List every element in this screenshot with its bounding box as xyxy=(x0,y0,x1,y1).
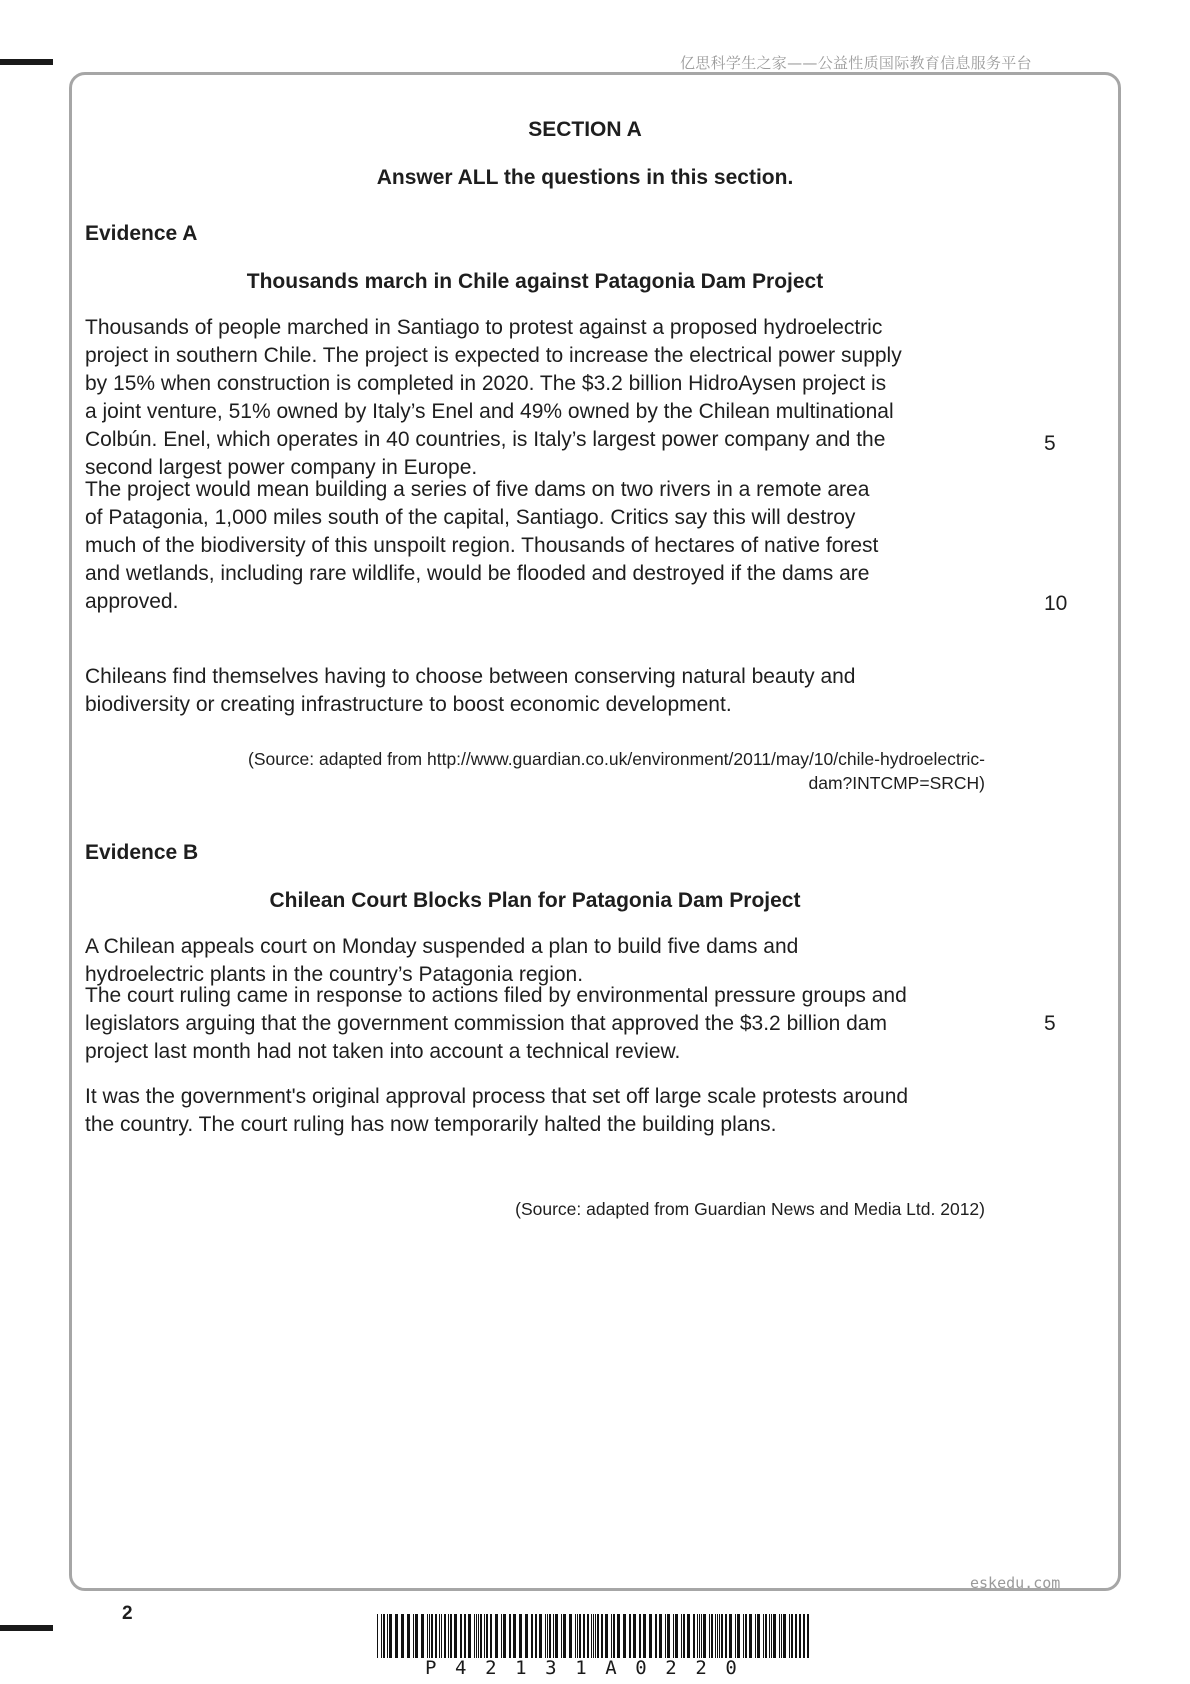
evidence-b-paragraph-3 xyxy=(85,1083,1000,1139)
bottom-crop-mark xyxy=(0,1625,53,1631)
text-line: by 15% when construction is completed in 2020. The $3.2 billion HidroAysen project is xyxy=(85,372,887,395)
text-line: The court ruling came in response to actions filed by environmental pressure groups and xyxy=(85,984,907,1007)
text-line: legislators arguing that the government commission that approved the $3.2 billion dam xyxy=(85,1012,887,1035)
evidence-b-source: (Source: adapted from Guardian News and Media Ltd. 2012) xyxy=(515,1199,985,1219)
evidence-a-source xyxy=(85,747,985,795)
text-line: Colbún. Enel, which operates in 40 countries, is Italy’s largest power company and the xyxy=(85,428,886,451)
text-line: of Patagonia, 1,000 miles south of the capital, Santiago. Critics say this will destroy xyxy=(85,506,856,529)
line-number: 5 xyxy=(1044,1012,1056,1035)
top-crop-mark xyxy=(0,59,53,65)
text-line: project last month had not taken into account a technical review. xyxy=(85,1040,681,1063)
evidence-a-label: Evidence A xyxy=(85,222,198,245)
page-number: 2 xyxy=(122,1603,133,1624)
barcode-text: P42131A0220 xyxy=(425,1657,756,1679)
section-title: SECTION A xyxy=(528,118,642,141)
section-instruction: Answer ALL the questions in this section. xyxy=(376,166,794,189)
text-line: second largest power company in Europe. xyxy=(85,456,478,479)
barcode xyxy=(377,1614,810,1658)
text-line: approved. xyxy=(85,590,179,613)
text-line: much of the biodiversity of this unspoilt region. Thousands of hectares of native forest xyxy=(85,534,879,557)
text-line: a joint venture, 51% owned by Italy’s Enel and 49% owned by the Chilean multinational xyxy=(85,400,894,423)
evidence-b-label: Evidence B xyxy=(85,841,199,864)
evidence-a-paragraph-2 xyxy=(85,476,1000,616)
line-number: 10 xyxy=(1044,592,1068,615)
evidence-a-paragraph-3 xyxy=(85,663,1000,719)
text-line: A Chilean appeals court on Monday suspended a plan to build five dams and xyxy=(85,935,799,958)
text-line: Chileans find themselves having to choose between conserving natural beauty and xyxy=(85,665,856,688)
header-watermark: 亿思科学生之家——公益性质国际教育信息服务平台 xyxy=(680,54,1032,72)
text-line: Thousands of people marched in Santiago to protest against a proposed hydroelectric xyxy=(85,316,883,339)
page-frame xyxy=(69,72,1121,1591)
source-line: dam?INTCMP=SRCH) xyxy=(808,773,985,793)
source-line: (Source: adapted from http://www.guardian.co.uk/environment/2011/may/10/chile-hydroelectric- xyxy=(248,749,985,769)
text-line: It was the government's original approval process that set off large scale protests around xyxy=(85,1085,909,1108)
text-line: biodiversity or creating infrastructure to boost economic development. xyxy=(85,693,732,716)
footer-watermark: eskedu.com xyxy=(970,1574,1061,1592)
text-line: The project would mean building a series of five dams on two rivers in a remote area xyxy=(85,478,870,501)
evidence-b-paragraph-2 xyxy=(85,982,1000,1066)
evidence-b-headline: Chilean Court Blocks Plan for Patagonia Dam Project xyxy=(269,889,801,912)
line-number: 5 xyxy=(1044,432,1056,455)
evidence-b-paragraph-1 xyxy=(85,933,1000,989)
text-line: and wetlands, including rare wildlife, would be flooded and destroyed if the dams are xyxy=(85,562,870,585)
evidence-a-headline: Thousands march in Chile against Patagonia Dam Project xyxy=(246,270,824,293)
text-line: hydroelectric plants in the country’s Patagonia region. xyxy=(85,963,584,986)
text-line: project in southern Chile. The project is expected to increase the electrical power supply xyxy=(85,344,902,367)
text-line: the country. The court ruling has now temporarily halted the building plans. xyxy=(85,1113,777,1136)
evidence-a-paragraph-1 xyxy=(85,314,1000,482)
